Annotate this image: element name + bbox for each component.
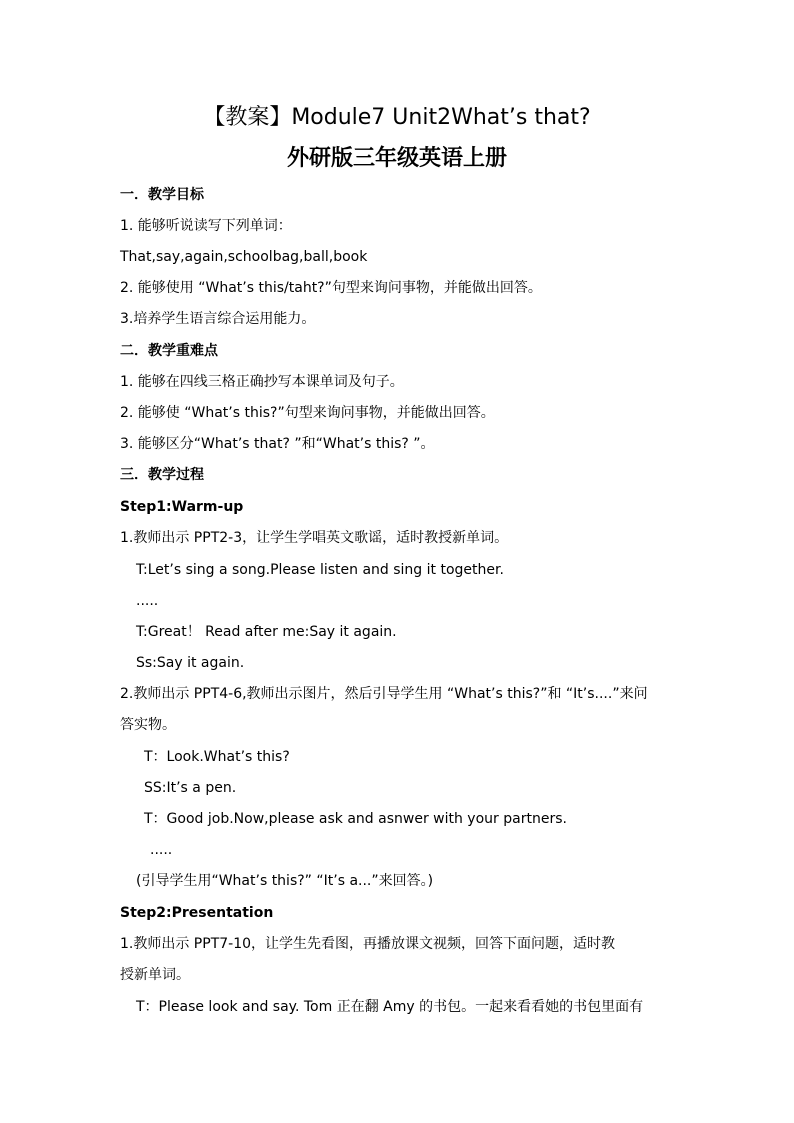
section-heading-key-points: 二．教学重难点: [120, 343, 218, 359]
dialogue-line: SS:It’s a pen.: [144, 780, 237, 796]
objective-item-2: 2. 能够使用 “What’s this/taht?”句型来询问事物，并能做出回答。: [120, 280, 542, 296]
doc-subtitle: 外研版三年级英语上册: [286, 146, 507, 171]
dialogue-line: T：Good job.Now,please ask and asnwer with your partners.: [144, 811, 567, 827]
key-point-item-1: 1. 能够在四线三格正确抄写本课单词及句子。: [120, 374, 404, 390]
step-heading-presentation: Step2:Presentation: [120, 905, 274, 921]
process-item: 1.教师出示 PPT2-3，让学生学唱英文歌谣，适时教授新单词。: [120, 530, 509, 546]
section-heading-process: 三．教学过程: [120, 467, 204, 483]
key-point-item-2: 2. 能够使 “What’s this?”句型来询问事物，并能做出回答。: [120, 405, 495, 421]
dialogue-line: T：Look.What’s this?: [144, 749, 290, 765]
objective-item-1: 1. 能够听说读写下列单词：: [120, 218, 292, 234]
teaching-note: (引导学生用“What’s this?” “It’s a...”来回答。): [136, 873, 434, 889]
dialogue-line: Ss:Say it again.: [136, 655, 245, 671]
process-item: 2.教师出示 PPT4-6,教师出示图片，然后引导学生用 “What’s this?”和 “It’s....”来问: [120, 686, 648, 702]
doc-title: 【教案】Module7 Unit2What’s that?: [203, 105, 591, 130]
section-heading-objectives: 一．教学目标: [120, 187, 204, 203]
process-item-continued: 答实物。: [120, 717, 176, 733]
dialogue-line: T:Let’s sing a song.Please listen and sing it together.: [136, 562, 504, 578]
dialogue-line: T：Please look and say. Tom 正在翻 Amy 的书包。一起来看看她的书包里面有: [136, 999, 644, 1015]
process-item-continued: 授新单词。: [120, 967, 190, 983]
process-item: 1.教师出示 PPT7-10，让学生先看图，再播放课文视频，回答下面问题，适时教: [120, 936, 616, 952]
ellipsis-line: .....: [136, 593, 159, 609]
step-heading-warmup: Step1:Warm-up: [120, 499, 244, 515]
key-point-item-3: 3. 能够区分“What’s that? ”和“What’s this? ”。: [120, 436, 435, 452]
objective-item-3: 3.培养学生语言综合运用能力。: [120, 311, 316, 327]
ellipsis-line: .....: [150, 842, 173, 858]
vocabulary-list: That,say,again,schoolbag,ball,book: [120, 249, 368, 265]
dialogue-line: T:Great！ Read after me:Say it again.: [136, 624, 397, 640]
